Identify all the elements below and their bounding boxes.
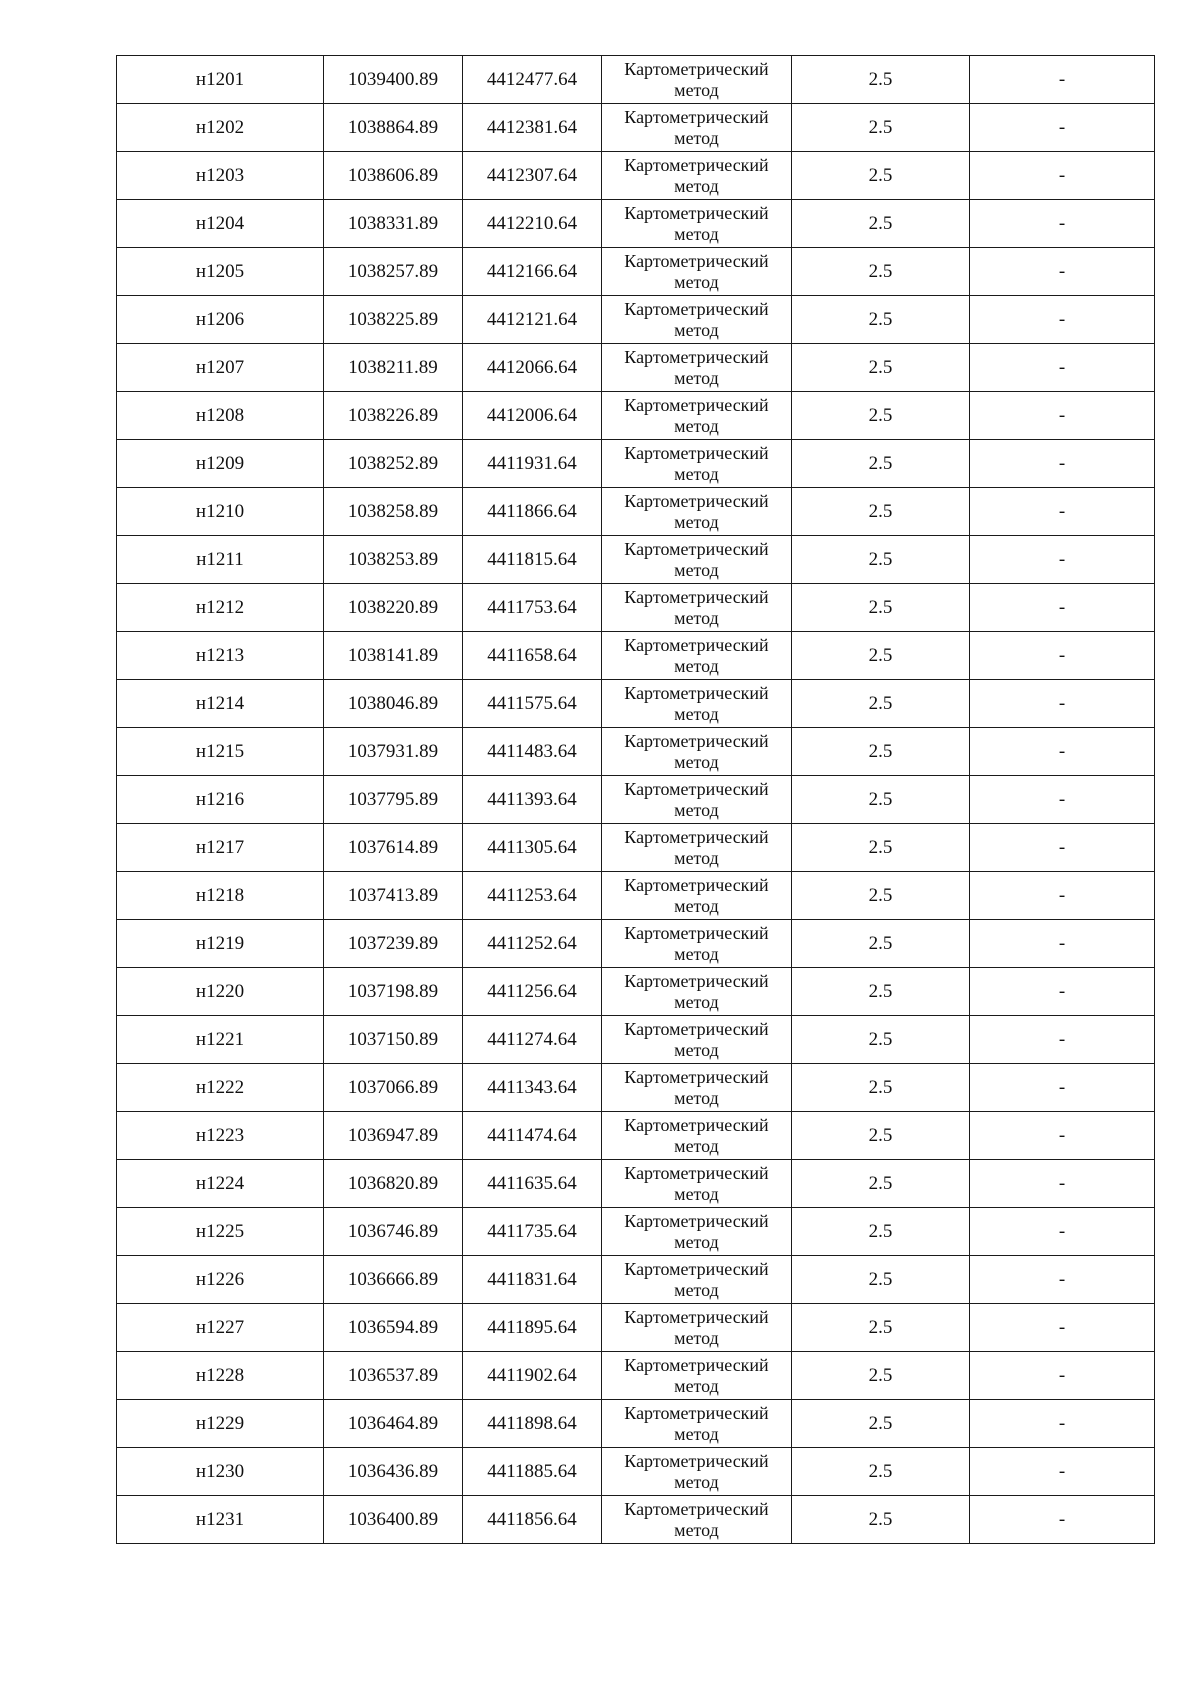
point-number-cell: н1208 xyxy=(117,392,324,440)
method-cell: Картометрический метод xyxy=(602,728,792,776)
x-coordinate-cell: 1038211.89 xyxy=(324,344,463,392)
x-coordinate-cell: 1039400.89 xyxy=(324,56,463,104)
x-coordinate-cell: 1036464.89 xyxy=(324,1400,463,1448)
x-coordinate-cell: 1038257.89 xyxy=(324,248,463,296)
point-number-cell: н1215 xyxy=(117,728,324,776)
note-cell: - xyxy=(970,920,1155,968)
x-coordinate-cell: 1037795.89 xyxy=(324,776,463,824)
point-number-cell: н1231 xyxy=(117,1496,324,1544)
y-coordinate-cell: 4411898.64 xyxy=(463,1400,602,1448)
y-coordinate-cell: 4411252.64 xyxy=(463,920,602,968)
x-coordinate-cell: 1038225.89 xyxy=(324,296,463,344)
x-coordinate-cell: 1038252.89 xyxy=(324,440,463,488)
y-coordinate-cell: 4411885.64 xyxy=(463,1448,602,1496)
accuracy-cell: 2.5 xyxy=(792,1256,970,1304)
method-cell: Картометрический метод xyxy=(602,632,792,680)
y-coordinate-cell: 4412121.64 xyxy=(463,296,602,344)
y-coordinate-cell: 4411635.64 xyxy=(463,1160,602,1208)
accuracy-cell: 2.5 xyxy=(792,296,970,344)
x-coordinate-cell: 1036537.89 xyxy=(324,1352,463,1400)
table-row xyxy=(117,872,1155,920)
note-cell: - xyxy=(970,536,1155,584)
note-cell: - xyxy=(970,248,1155,296)
note-cell: - xyxy=(970,1496,1155,1544)
x-coordinate-cell: 1037066.89 xyxy=(324,1064,463,1112)
x-coordinate-cell: 1038226.89 xyxy=(324,392,463,440)
x-coordinate-cell: 1038258.89 xyxy=(324,488,463,536)
method-cell: Картометрический метод xyxy=(602,152,792,200)
table-row xyxy=(117,56,1155,104)
x-coordinate-cell: 1038606.89 xyxy=(324,152,463,200)
accuracy-cell: 2.5 xyxy=(792,1160,970,1208)
y-coordinate-cell: 4411902.64 xyxy=(463,1352,602,1400)
note-cell: - xyxy=(970,1304,1155,1352)
note-cell: - xyxy=(970,968,1155,1016)
accuracy-cell: 2.5 xyxy=(792,1112,970,1160)
note-cell: - xyxy=(970,1352,1155,1400)
note-cell: - xyxy=(970,1016,1155,1064)
point-number-cell: н1217 xyxy=(117,824,324,872)
accuracy-cell: 2.5 xyxy=(792,1400,970,1448)
note-cell: - xyxy=(970,1208,1155,1256)
y-coordinate-cell: 4411753.64 xyxy=(463,584,602,632)
method-cell: Картометрический метод xyxy=(602,1352,792,1400)
y-coordinate-cell: 4411815.64 xyxy=(463,536,602,584)
method-cell: Картометрический метод xyxy=(602,440,792,488)
table-row xyxy=(117,968,1155,1016)
point-number-cell: н1226 xyxy=(117,1256,324,1304)
point-number-cell: н1224 xyxy=(117,1160,324,1208)
point-number-cell: н1222 xyxy=(117,1064,324,1112)
method-cell: Картометрический метод xyxy=(602,56,792,104)
point-number-cell: н1227 xyxy=(117,1304,324,1352)
x-coordinate-cell: 1038331.89 xyxy=(324,200,463,248)
method-cell: Картометрический метод xyxy=(602,1448,792,1496)
table-row xyxy=(117,632,1155,680)
table-row xyxy=(117,824,1155,872)
table-row xyxy=(117,536,1155,584)
point-number-cell: н1213 xyxy=(117,632,324,680)
y-coordinate-cell: 4412307.64 xyxy=(463,152,602,200)
point-number-cell: н1225 xyxy=(117,1208,324,1256)
coordinates-table-body xyxy=(117,56,1155,1544)
point-number-cell: н1209 xyxy=(117,440,324,488)
x-coordinate-cell: 1036436.89 xyxy=(324,1448,463,1496)
method-cell: Картометрический метод xyxy=(602,1208,792,1256)
table-row xyxy=(117,1160,1155,1208)
method-cell: Картометрический метод xyxy=(602,1160,792,1208)
table-row xyxy=(117,1112,1155,1160)
x-coordinate-cell: 1037614.89 xyxy=(324,824,463,872)
method-cell: Картометрический метод xyxy=(602,776,792,824)
accuracy-cell: 2.5 xyxy=(792,152,970,200)
point-number-cell: н1210 xyxy=(117,488,324,536)
y-coordinate-cell: 4411256.64 xyxy=(463,968,602,1016)
table-row xyxy=(117,1256,1155,1304)
table-row xyxy=(117,104,1155,152)
y-coordinate-cell: 4411253.64 xyxy=(463,872,602,920)
table-row xyxy=(117,1304,1155,1352)
point-number-cell: н1201 xyxy=(117,56,324,104)
y-coordinate-cell: 4411856.64 xyxy=(463,1496,602,1544)
accuracy-cell: 2.5 xyxy=(792,200,970,248)
x-coordinate-cell: 1038253.89 xyxy=(324,536,463,584)
table-row xyxy=(117,680,1155,728)
table-row xyxy=(117,1496,1155,1544)
note-cell: - xyxy=(970,488,1155,536)
note-cell: - xyxy=(970,584,1155,632)
method-cell: Картометрический метод xyxy=(602,680,792,728)
method-cell: Картометрический метод xyxy=(602,488,792,536)
point-number-cell: н1203 xyxy=(117,152,324,200)
note-cell: - xyxy=(970,1112,1155,1160)
accuracy-cell: 2.5 xyxy=(792,680,970,728)
accuracy-cell: 2.5 xyxy=(792,1208,970,1256)
y-coordinate-cell: 4412381.64 xyxy=(463,104,602,152)
point-number-cell: н1207 xyxy=(117,344,324,392)
accuracy-cell: 2.5 xyxy=(792,1016,970,1064)
note-cell: - xyxy=(970,440,1155,488)
y-coordinate-cell: 4412477.64 xyxy=(463,56,602,104)
table-row xyxy=(117,776,1155,824)
x-coordinate-cell: 1038220.89 xyxy=(324,584,463,632)
accuracy-cell: 2.5 xyxy=(792,1304,970,1352)
method-cell: Картометрический метод xyxy=(602,872,792,920)
method-cell: Картометрический метод xyxy=(602,296,792,344)
point-number-cell: н1228 xyxy=(117,1352,324,1400)
x-coordinate-cell: 1038141.89 xyxy=(324,632,463,680)
accuracy-cell: 2.5 xyxy=(792,1448,970,1496)
table-row xyxy=(117,440,1155,488)
note-cell: - xyxy=(970,152,1155,200)
note-cell: - xyxy=(970,632,1155,680)
note-cell: - xyxy=(970,104,1155,152)
note-cell: - xyxy=(970,1400,1155,1448)
table-row xyxy=(117,488,1155,536)
point-number-cell: н1202 xyxy=(117,104,324,152)
accuracy-cell: 2.5 xyxy=(792,1496,970,1544)
y-coordinate-cell: 4411274.64 xyxy=(463,1016,602,1064)
accuracy-cell: 2.5 xyxy=(792,1064,970,1112)
y-coordinate-cell: 4411575.64 xyxy=(463,680,602,728)
note-cell: - xyxy=(970,1448,1155,1496)
point-number-cell: н1205 xyxy=(117,248,324,296)
note-cell: - xyxy=(970,1064,1155,1112)
table-row xyxy=(117,920,1155,968)
accuracy-cell: 2.5 xyxy=(792,632,970,680)
coordinates-table xyxy=(116,55,1155,1544)
accuracy-cell: 2.5 xyxy=(792,824,970,872)
note-cell: - xyxy=(970,1256,1155,1304)
x-coordinate-cell: 1036746.89 xyxy=(324,1208,463,1256)
y-coordinate-cell: 4412066.64 xyxy=(463,344,602,392)
y-coordinate-cell: 4412006.64 xyxy=(463,392,602,440)
method-cell: Картометрический метод xyxy=(602,920,792,968)
table-row xyxy=(117,1352,1155,1400)
table-row xyxy=(117,344,1155,392)
x-coordinate-cell: 1037931.89 xyxy=(324,728,463,776)
y-coordinate-cell: 4411305.64 xyxy=(463,824,602,872)
accuracy-cell: 2.5 xyxy=(792,872,970,920)
note-cell: - xyxy=(970,344,1155,392)
accuracy-cell: 2.5 xyxy=(792,1352,970,1400)
note-cell: - xyxy=(970,872,1155,920)
point-number-cell: н1230 xyxy=(117,1448,324,1496)
accuracy-cell: 2.5 xyxy=(792,440,970,488)
accuracy-cell: 2.5 xyxy=(792,488,970,536)
note-cell: - xyxy=(970,680,1155,728)
point-number-cell: н1211 xyxy=(117,536,324,584)
table-row xyxy=(117,728,1155,776)
x-coordinate-cell: 1036594.89 xyxy=(324,1304,463,1352)
method-cell: Картометрический метод xyxy=(602,200,792,248)
accuracy-cell: 2.5 xyxy=(792,392,970,440)
accuracy-cell: 2.5 xyxy=(792,584,970,632)
y-coordinate-cell: 4411658.64 xyxy=(463,632,602,680)
table-row xyxy=(117,392,1155,440)
method-cell: Картометрический метод xyxy=(602,1016,792,1064)
x-coordinate-cell: 1036947.89 xyxy=(324,1112,463,1160)
x-coordinate-cell: 1036820.89 xyxy=(324,1160,463,1208)
y-coordinate-cell: 4411483.64 xyxy=(463,728,602,776)
accuracy-cell: 2.5 xyxy=(792,536,970,584)
method-cell: Картометрический метод xyxy=(602,1400,792,1448)
y-coordinate-cell: 4411474.64 xyxy=(463,1112,602,1160)
x-coordinate-cell: 1037239.89 xyxy=(324,920,463,968)
accuracy-cell: 2.5 xyxy=(792,920,970,968)
y-coordinate-cell: 4411866.64 xyxy=(463,488,602,536)
y-coordinate-cell: 4411393.64 xyxy=(463,776,602,824)
x-coordinate-cell: 1037150.89 xyxy=(324,1016,463,1064)
table-row xyxy=(117,296,1155,344)
point-number-cell: н1216 xyxy=(117,776,324,824)
x-coordinate-cell: 1038864.89 xyxy=(324,104,463,152)
method-cell: Картометрический метод xyxy=(602,584,792,632)
method-cell: Картометрический метод xyxy=(602,1064,792,1112)
x-coordinate-cell: 1036666.89 xyxy=(324,1256,463,1304)
method-cell: Картометрический метод xyxy=(602,248,792,296)
point-number-cell: н1221 xyxy=(117,1016,324,1064)
table-row xyxy=(117,1208,1155,1256)
note-cell: - xyxy=(970,728,1155,776)
method-cell: Картометрический метод xyxy=(602,392,792,440)
x-coordinate-cell: 1037413.89 xyxy=(324,872,463,920)
method-cell: Картометрический метод xyxy=(602,104,792,152)
point-number-cell: н1204 xyxy=(117,200,324,248)
note-cell: - xyxy=(970,776,1155,824)
accuracy-cell: 2.5 xyxy=(792,776,970,824)
y-coordinate-cell: 4412166.64 xyxy=(463,248,602,296)
table-row xyxy=(117,1400,1155,1448)
note-cell: - xyxy=(970,392,1155,440)
point-number-cell: н1218 xyxy=(117,872,324,920)
x-coordinate-cell: 1038046.89 xyxy=(324,680,463,728)
method-cell: Картометрический метод xyxy=(602,824,792,872)
method-cell: Картометрический метод xyxy=(602,1112,792,1160)
accuracy-cell: 2.5 xyxy=(792,56,970,104)
point-number-cell: н1206 xyxy=(117,296,324,344)
y-coordinate-cell: 4412210.64 xyxy=(463,200,602,248)
table-row xyxy=(117,200,1155,248)
table-row xyxy=(117,1016,1155,1064)
accuracy-cell: 2.5 xyxy=(792,968,970,1016)
note-cell: - xyxy=(970,56,1155,104)
y-coordinate-cell: 4411735.64 xyxy=(463,1208,602,1256)
method-cell: Картометрический метод xyxy=(602,1304,792,1352)
note-cell: - xyxy=(970,200,1155,248)
point-number-cell: н1219 xyxy=(117,920,324,968)
table-row xyxy=(117,584,1155,632)
x-coordinate-cell: 1036400.89 xyxy=(324,1496,463,1544)
point-number-cell: н1223 xyxy=(117,1112,324,1160)
point-number-cell: н1214 xyxy=(117,680,324,728)
accuracy-cell: 2.5 xyxy=(792,344,970,392)
table-row xyxy=(117,152,1155,200)
method-cell: Картометрический метод xyxy=(602,1496,792,1544)
y-coordinate-cell: 4411931.64 xyxy=(463,440,602,488)
note-cell: - xyxy=(970,296,1155,344)
method-cell: Картометрический метод xyxy=(602,536,792,584)
point-number-cell: н1212 xyxy=(117,584,324,632)
y-coordinate-cell: 4411895.64 xyxy=(463,1304,602,1352)
point-number-cell: н1220 xyxy=(117,968,324,1016)
table-row xyxy=(117,1064,1155,1112)
method-cell: Картометрический метод xyxy=(602,968,792,1016)
point-number-cell: н1229 xyxy=(117,1400,324,1448)
accuracy-cell: 2.5 xyxy=(792,248,970,296)
table-row xyxy=(117,1448,1155,1496)
y-coordinate-cell: 4411831.64 xyxy=(463,1256,602,1304)
note-cell: - xyxy=(970,1160,1155,1208)
method-cell: Картометрический метод xyxy=(602,344,792,392)
method-cell: Картометрический метод xyxy=(602,1256,792,1304)
y-coordinate-cell: 4411343.64 xyxy=(463,1064,602,1112)
table-row xyxy=(117,248,1155,296)
accuracy-cell: 2.5 xyxy=(792,104,970,152)
accuracy-cell: 2.5 xyxy=(792,728,970,776)
x-coordinate-cell: 1037198.89 xyxy=(324,968,463,1016)
note-cell: - xyxy=(970,824,1155,872)
